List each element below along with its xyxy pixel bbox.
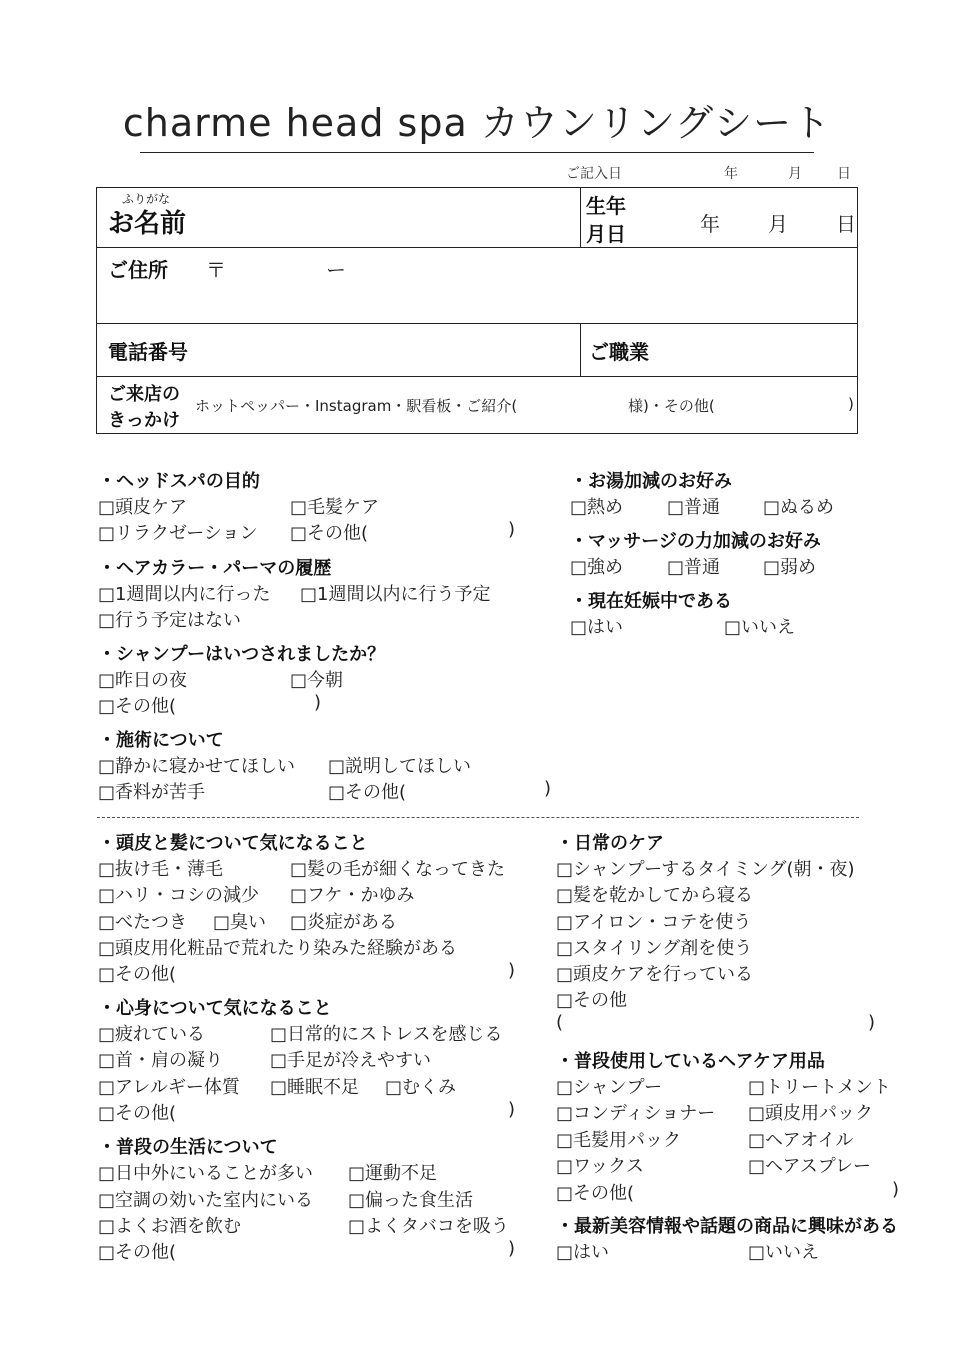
visit-options: ホットペッパー・Instagram・駅看板・ご紹介( [195, 397, 518, 415]
life-other-close: ) [508, 1238, 516, 1259]
scalp-other-checkbox[interactable]: □その他( [98, 964, 177, 985]
treatment-other-close: ) [544, 778, 552, 799]
history-none-checkbox[interactable]: □行う予定はない [98, 610, 242, 631]
massage-normal-checkbox[interactable]: □普通 [667, 557, 721, 578]
products-treatment-checkbox[interactable]: □トリートメント [748, 1077, 891, 1098]
products-conditioner-checkbox[interactable]: □コンディショナー [556, 1103, 716, 1124]
life-exercise-checkbox[interactable]: □運動不足 [348, 1163, 438, 1184]
products-hairpack-checkbox[interactable]: □毛髪用パック [556, 1130, 682, 1151]
life-alcohol-checkbox[interactable]: □よくお酒を飲む [98, 1216, 242, 1237]
water-warm-checkbox[interactable]: □ぬるめ [763, 497, 835, 518]
birth-day: 日 [836, 212, 856, 236]
purpose-title: ・ヘッドスパの目的 [98, 471, 260, 492]
water-hot-checkbox[interactable]: □熱め [570, 497, 624, 518]
products-title: ・普段使用しているヘアケア用品 [556, 1051, 825, 1072]
visit-close: ) [848, 395, 854, 413]
water-title: ・お湯加減のお好み [570, 471, 732, 492]
daily-other-close: ) [868, 1012, 876, 1033]
body-swelling-checkbox[interactable]: □むくみ [385, 1077, 457, 1098]
table-divider [580, 323, 581, 376]
table-divider [96, 323, 858, 324]
address-label: ご住所 [108, 258, 168, 282]
body-other-close: ) [508, 1099, 516, 1120]
date-day: 日 [837, 166, 851, 182]
life-outdoors-checkbox[interactable]: □日中外にいることが多い [98, 1163, 314, 1184]
purpose-hair-checkbox[interactable]: □毛髪ケア [290, 497, 380, 518]
daily-scalpcare-checkbox[interactable]: □頭皮ケアを行っている [556, 964, 754, 985]
scalp-volume-checkbox[interactable]: □ハリ・コシの減少 [98, 885, 260, 906]
products-hairoil-checkbox[interactable]: □ヘアオイル [748, 1130, 854, 1151]
section-divider [97, 817, 859, 818]
scalp-other-close: ) [508, 960, 516, 981]
body-stress-checkbox[interactable]: □日常的にストレスを感じる [270, 1024, 503, 1045]
phone-label: 電話番号 [108, 340, 188, 364]
water-normal-checkbox[interactable]: □普通 [667, 497, 721, 518]
phone-field[interactable] [200, 328, 570, 372]
table-divider [96, 376, 858, 377]
purpose-other-checkbox[interactable]: □その他( [290, 523, 369, 544]
date-year: 年 [724, 166, 738, 182]
scalp-hairloss-checkbox[interactable]: □抜け毛・薄毛 [98, 859, 224, 880]
furigana-label: ふりがな [122, 192, 171, 206]
body-allergy-checkbox[interactable]: □アレルギー体質 [98, 1077, 240, 1098]
date-label: ご記入日 [566, 166, 622, 182]
title-underline [140, 152, 814, 153]
body-title: ・心身について気になること [98, 998, 332, 1019]
daily-other-checkbox[interactable]: □その他 [556, 990, 628, 1011]
history-title: ・ヘアカラー・パーマの履歴 [98, 558, 332, 579]
purpose-relax-checkbox[interactable]: □リラクゼーション [98, 523, 258, 544]
table-divider [96, 247, 858, 248]
life-tobacco-checkbox[interactable]: □よくタバコを吸う [348, 1216, 509, 1237]
daily-title: ・日常のケア [556, 833, 664, 854]
visit-label-1: ご来店の [108, 384, 180, 405]
scalp-thin-checkbox[interactable]: □髪の毛が細くなってきた [290, 859, 506, 880]
scalp-oily-checkbox[interactable]: □べたつき [98, 912, 188, 933]
pregnant-yes-checkbox[interactable]: □はい [570, 617, 624, 638]
scalp-cosmetics-checkbox[interactable]: □頭皮用化粧品で荒れたり染みた経験がある [98, 938, 458, 959]
birth-year: 年 [700, 212, 720, 236]
name-label: お名前 [108, 209, 187, 239]
products-wax-checkbox[interactable]: □ワックス [556, 1156, 644, 1177]
job-label: ご職業 [589, 340, 649, 364]
pregnant-no-checkbox[interactable]: □いいえ [724, 617, 796, 638]
history-planned-checkbox[interactable]: □1週間以内に行う予定 [300, 584, 491, 605]
job-field[interactable] [660, 328, 850, 372]
products-scalppack-checkbox[interactable]: □頭皮用パック [748, 1103, 874, 1124]
address-field[interactable] [240, 252, 840, 318]
shampoo-other-checkbox[interactable]: □その他( [98, 696, 177, 717]
body-sleep-checkbox[interactable]: □睡眠不足 [270, 1077, 360, 1098]
body-other-checkbox[interactable]: □その他( [98, 1103, 177, 1124]
body-cold-checkbox[interactable]: □手足が冷えやすい [270, 1050, 432, 1071]
massage-title: ・マッサージの力加減のお好み [570, 531, 821, 552]
pregnant-title: ・現在妊娠中である [570, 591, 732, 612]
visit-label-2: きっかけ [108, 410, 180, 431]
table-divider [580, 187, 581, 247]
body-tired-checkbox[interactable]: □疲れている [98, 1024, 206, 1045]
birth-month: 月 [768, 212, 788, 236]
date-month: 月 [788, 166, 802, 182]
scalp-dandruff-checkbox[interactable]: □フケ・かゆみ [290, 885, 415, 906]
massage-soft-checkbox[interactable]: □弱め [763, 557, 817, 578]
birth-label-1: 生年 [586, 194, 626, 218]
scalp-title: ・頭皮と髪について気になること [98, 833, 368, 854]
scalp-inflammation-checkbox[interactable]: □炎症がある [290, 912, 398, 933]
visit-options-2: 様)・その他( [628, 397, 715, 415]
life-other-checkbox[interactable]: □その他( [98, 1242, 177, 1263]
name-field[interactable] [200, 200, 570, 240]
beauty-title: ・最新美容情報や話題の商品に興味がある [556, 1216, 898, 1237]
life-title: ・普段の生活について [98, 1137, 278, 1158]
products-other-close: ) [892, 1179, 900, 1200]
life-diet-checkbox[interactable]: □偏った食生活 [348, 1190, 474, 1211]
products-spray-checkbox[interactable]: □ヘアスプレー [748, 1156, 872, 1177]
beauty-no-checkbox[interactable]: □いいえ [748, 1242, 820, 1263]
postal-mark: 〒 [206, 258, 226, 282]
shampoo-this-morning-checkbox[interactable]: □今朝 [290, 670, 344, 691]
products-other-checkbox[interactable]: □その他( [556, 1183, 635, 1204]
birth-label-2: 月日 [586, 222, 626, 246]
daily-dry-checkbox[interactable]: □髪を乾かしてから寝る [556, 885, 754, 906]
purpose-other-close: ) [508, 519, 516, 540]
postal-dash: ー [326, 258, 346, 282]
treatment-title: ・施術について [98, 730, 224, 751]
body-stiff-checkbox[interactable]: □首・肩の凝り [98, 1050, 224, 1071]
treatment-explain-checkbox[interactable]: □説明してほしい [328, 756, 472, 777]
page-title: charme head spa カウンリングシート [122, 101, 832, 145]
shampoo-other-close: ) [314, 692, 322, 713]
life-aircon-checkbox[interactable]: □空調の効いた室内にいる [98, 1190, 314, 1211]
scalp-odor-checkbox[interactable]: □臭い [213, 912, 267, 933]
daily-styling-checkbox[interactable]: □スタイリング剤を使う [556, 938, 753, 959]
purpose-scalp-checkbox[interactable]: □頭皮ケア [98, 497, 188, 518]
history-done-checkbox[interactable]: □1週間以内に行った [98, 584, 271, 605]
shampoo-title: ・シャンプーはいつされましたか？ [98, 644, 386, 665]
shampoo-last-night-checkbox[interactable]: □昨日の夜 [98, 670, 188, 691]
treatment-fragrance-checkbox[interactable]: □香料が苦手 [98, 782, 206, 803]
daily-iron-checkbox[interactable]: □アイロン・コテを使う [556, 912, 752, 933]
treatment-other-checkbox[interactable]: □その他( [328, 782, 407, 803]
daily-timing-checkbox[interactable]: □シャンプーするタイミング(朝・夜) [556, 859, 855, 880]
treatment-quiet-checkbox[interactable]: □静かに寝かせてほしい [98, 756, 296, 777]
products-shampoo-checkbox[interactable]: □シャンプー [556, 1077, 663, 1098]
massage-strong-checkbox[interactable]: □強め [570, 557, 624, 578]
daily-other-open: ( [556, 1012, 564, 1033]
beauty-yes-checkbox[interactable]: □はい [556, 1242, 610, 1263]
